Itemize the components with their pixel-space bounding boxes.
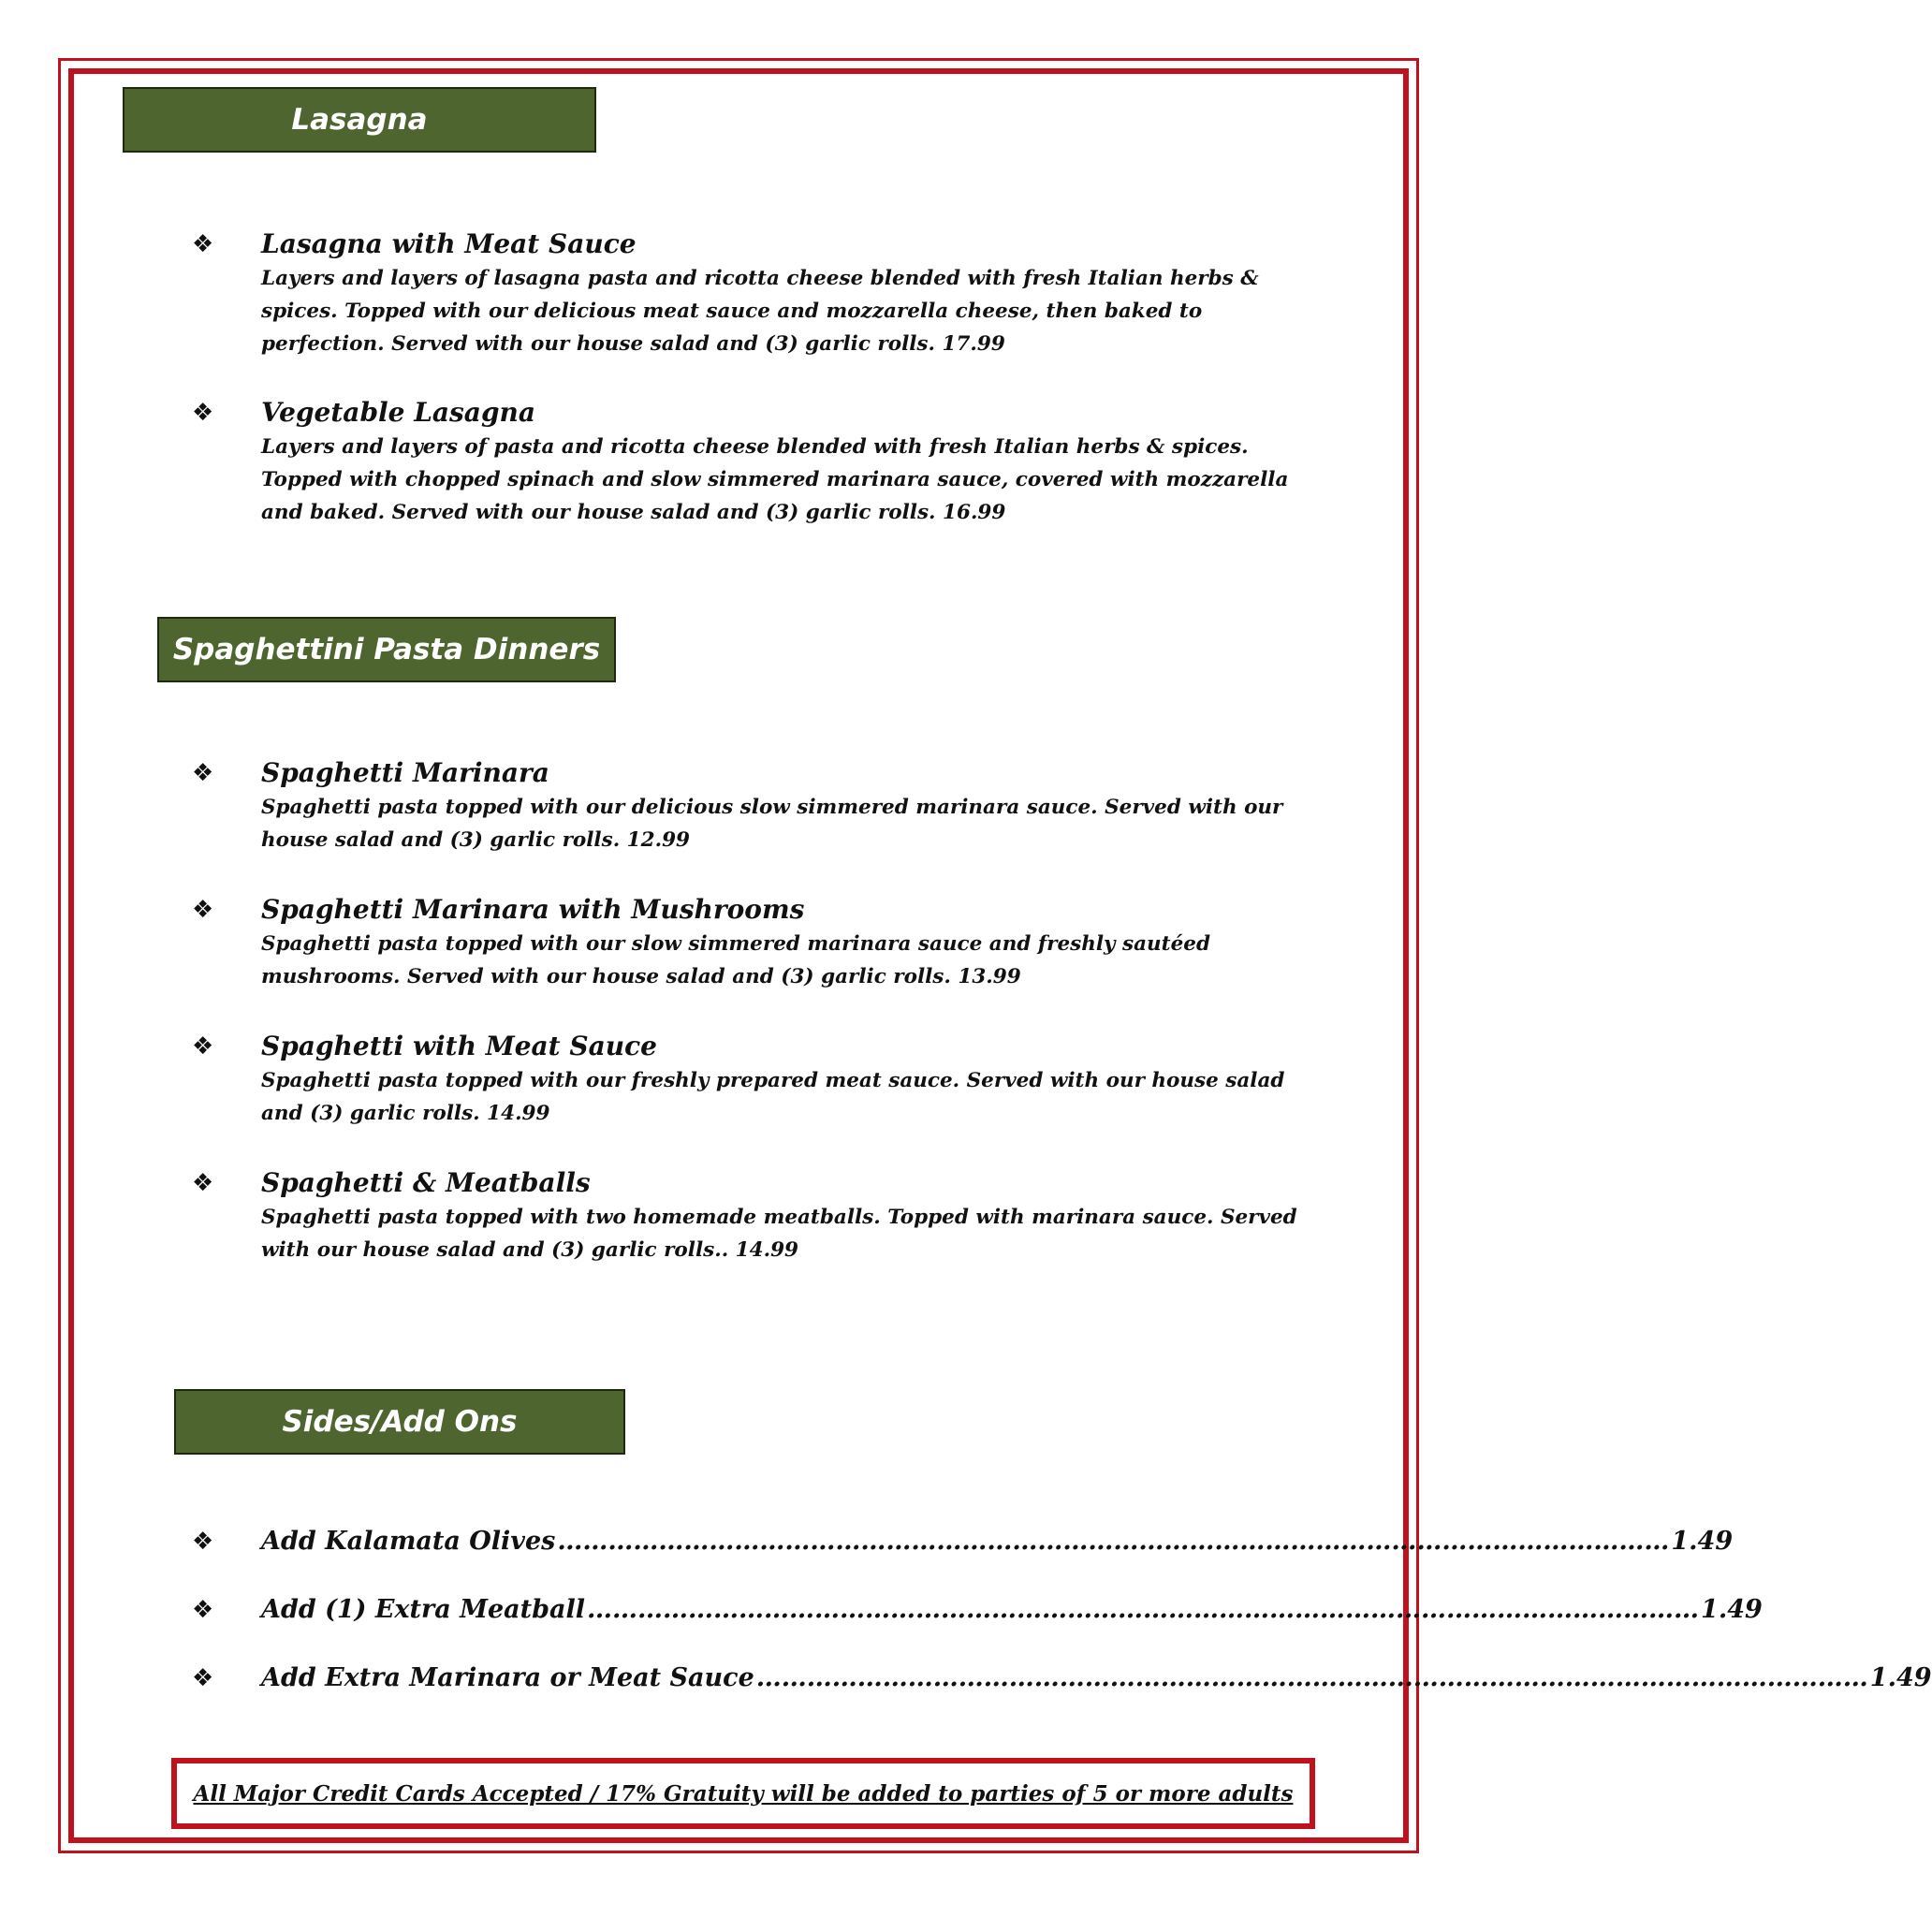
menu-item-name: Spaghetti Marinara with Mushrooms: [261, 894, 805, 925]
diamond-bullet-icon: ❖: [192, 1032, 214, 1061]
section-header-spaghettini: Spaghettini Pasta Dinners: [157, 617, 616, 682]
footer-notice-text: All Major Credit Cards Accepted / 17% Gratuity will be added to parties of 5 or more adults: [193, 1780, 1294, 1807]
side-item-price: 1.49: [1701, 1595, 1763, 1624]
footer-notice-box: [171, 1758, 1315, 1829]
diamond-bullet-icon: ❖: [192, 399, 214, 427]
menu-item-description: Spaghetti pasta topped with our slow simmered marinara sauce and freshly sautéed mushrooms. Served with our house salad and (3) garlic rolls. 13.99: [261, 932, 1210, 988]
section-header-lasagna: Lasagna: [123, 87, 596, 153]
diamond-bullet-icon: ❖: [192, 896, 214, 924]
side-item: [192, 1523, 1734, 1560]
side-item-name: Add (1) Extra Meatball: [261, 1595, 586, 1624]
diamond-bullet-icon: ❖: [192, 1528, 214, 1556]
dot-leader: ……………………………………………………………………………………………………………………: [557, 1527, 1670, 1556]
menu-item-name: Spaghetti with Meat Sauce: [261, 1031, 657, 1061]
dot-leader: ……………………………………………………………………………………………………………………: [587, 1595, 1700, 1624]
menu-item-description: Spaghetti pasta topped with two homemade meatballs. Topped with marinara sauce. Served with our house salad and (3) garlic rolls.. 14.99: [261, 1206, 1297, 1262]
menu-item-name: Vegetable Lasagna: [261, 397, 536, 428]
side-item-price: 1.49: [1869, 1663, 1932, 1692]
dot-leader: ……………………………………………………………………………………………………………………: [755, 1663, 1868, 1692]
menu-item-description: Spaghetti pasta topped with our freshly prepared meat sauce. Served with our house salad and (3) garlic rolls. 14.99: [261, 1069, 1285, 1125]
menu-item-description: Spaghetti pasta topped with our delicious slow simmered marinara sauce. Served with our house salad and (3) garlic rolls. 12.99: [261, 796, 1283, 852]
side-item-name: Add Kalamata Olives: [261, 1527, 556, 1556]
menu-item-name: Spaghetti & Meatballs: [261, 1167, 591, 1198]
side-item: [192, 1660, 1932, 1697]
side-item-name: Add Extra Marinara or Meat Sauce: [261, 1663, 754, 1692]
side-item-price: 1.49: [1671, 1527, 1734, 1556]
diamond-bullet-icon: ❖: [192, 1664, 214, 1692]
menu-item-description: Layers and layers of lasagna pasta and ricotta cheese blended with fresh Italian herbs & spices. Topped with our delicious meat sauce and mozzarella cheese, then baked to perfection. Served with our house salad and (3) garlic rolls. 17.99: [261, 267, 1259, 356]
menu-item-description: Layers and layers of pasta and ricotta cheese blended with fresh Italian herbs & spices. Topped with chopped spinach and slow simmered marinara sauce, covered with mozzarella and baked. Served with our house salad and (3) garlic rolls. 16.99: [261, 435, 1289, 524]
section-header-sides: Sides/Add Ons: [174, 1389, 625, 1455]
menu-item-name: Spaghetti Marinara: [261, 757, 549, 788]
diamond-bullet-icon: ❖: [192, 759, 214, 787]
diamond-bullet-icon: ❖: [192, 1596, 214, 1624]
diamond-bullet-icon: ❖: [192, 1169, 214, 1197]
diamond-bullet-icon: ❖: [192, 230, 214, 258]
side-item: [192, 1591, 1763, 1629]
menu-item-name: Lasagna with Meat Sauce: [261, 228, 637, 259]
